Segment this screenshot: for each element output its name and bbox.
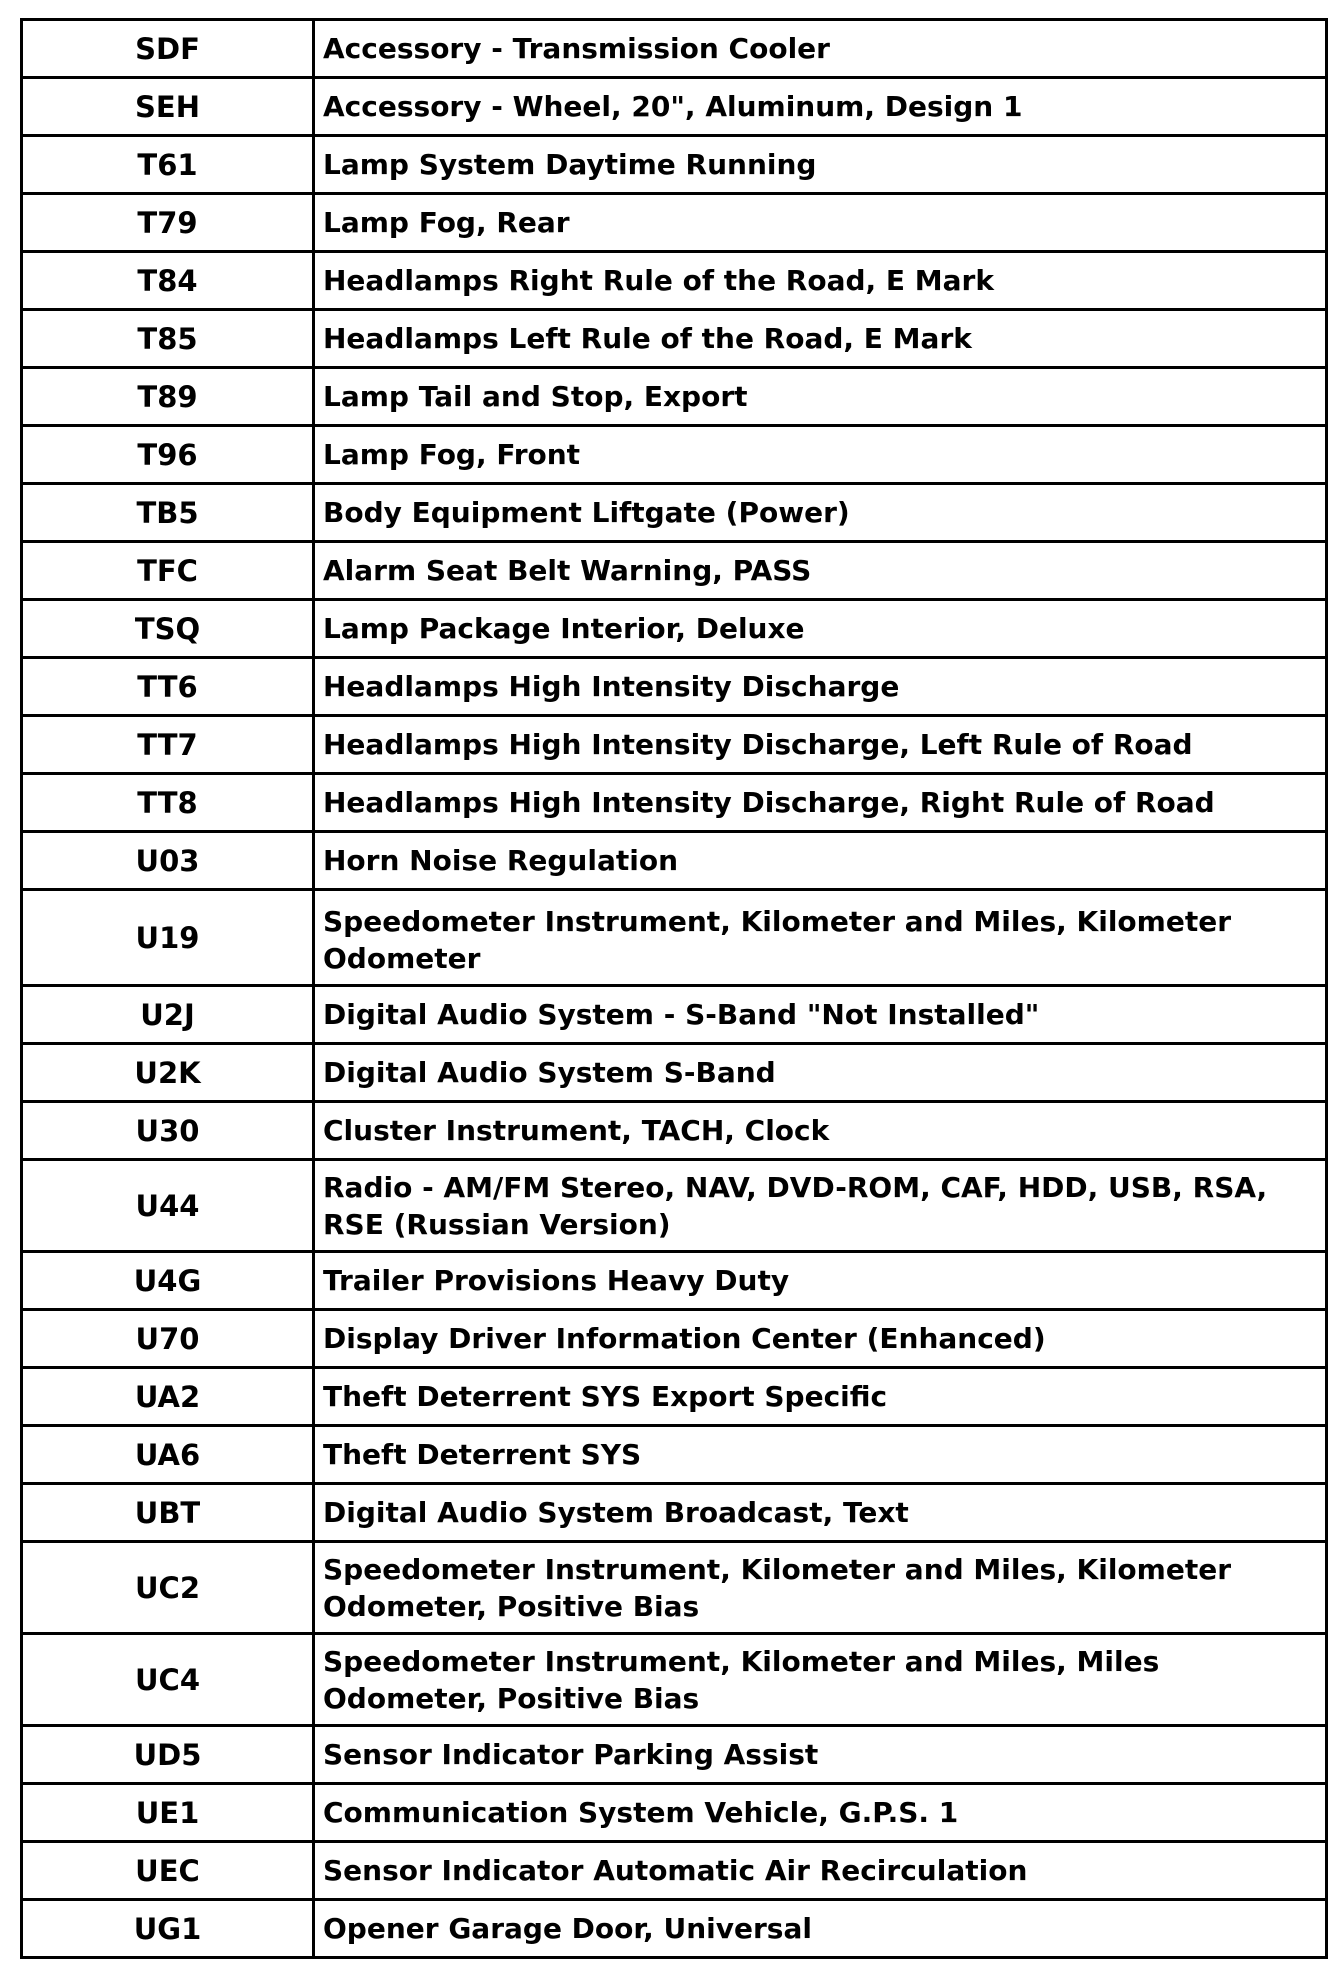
option-description-cell: Lamp System Daytime Running <box>314 136 1327 194</box>
option-code-cell: U03 <box>22 832 314 890</box>
option-code-cell: U2J <box>22 986 314 1044</box>
option-code-cell: T85 <box>22 310 314 368</box>
option-description-cell: Headlamps High Intensity Discharge, Right Rule of Road <box>314 774 1327 832</box>
option-description-cell: Digital Audio System S-Band <box>314 1044 1327 1102</box>
option-code-cell: UG1 <box>22 1900 314 1958</box>
option-code-cell: U19 <box>22 890 314 986</box>
table-row <box>22 368 1327 426</box>
table-row <box>22 484 1327 542</box>
table-row <box>22 658 1327 716</box>
option-code-cell: T96 <box>22 426 314 484</box>
table-row <box>22 1842 1327 1900</box>
table-row <box>22 1634 1327 1726</box>
table-row <box>22 1784 1327 1842</box>
option-code-cell: T61 <box>22 136 314 194</box>
option-description-cell: Speedometer Instrument, Kilometer and Miles, Miles Odometer, Positive Bias <box>314 1634 1327 1726</box>
option-code-cell: TT6 <box>22 658 314 716</box>
option-code-cell: T79 <box>22 194 314 252</box>
table-row <box>22 1102 1327 1160</box>
option-code-table <box>20 18 1328 1959</box>
option-code-cell: TB5 <box>22 484 314 542</box>
option-description-cell: Accessory - Wheel, 20", Aluminum, Design 1 <box>314 78 1327 136</box>
option-description-cell: Horn Noise Regulation <box>314 832 1327 890</box>
option-description-cell: Communication System Vehicle, G.P.S. 1 <box>314 1784 1327 1842</box>
table-row <box>22 136 1327 194</box>
table-row <box>22 78 1327 136</box>
option-code-cell: SEH <box>22 78 314 136</box>
table-row <box>22 1310 1327 1368</box>
option-description-cell: Headlamps High Intensity Discharge <box>314 658 1327 716</box>
option-code-cell: UEC <box>22 1842 314 1900</box>
option-description-cell: Headlamps High Intensity Discharge, Left Rule of Road <box>314 716 1327 774</box>
table-row <box>22 832 1327 890</box>
table-row <box>22 252 1327 310</box>
option-code-cell: UC2 <box>22 1542 314 1634</box>
option-code-cell: TT8 <box>22 774 314 832</box>
option-code-cell: UE1 <box>22 1784 314 1842</box>
option-code-cell: U4G <box>22 1252 314 1310</box>
table-row <box>22 1726 1327 1784</box>
table-row <box>22 1542 1327 1634</box>
option-description-cell: Theft Deterrent SYS Export Specific <box>314 1368 1327 1426</box>
option-description-cell: Theft Deterrent SYS <box>314 1426 1327 1484</box>
table-row <box>22 1368 1327 1426</box>
option-description-cell: Display Driver Information Center (Enhanced) <box>314 1310 1327 1368</box>
option-description-cell: Sensor Indicator Automatic Air Recirculation <box>314 1842 1327 1900</box>
table-row <box>22 426 1327 484</box>
option-code-cell: U44 <box>22 1160 314 1252</box>
option-description-cell: Body Equipment Liftgate (Power) <box>314 484 1327 542</box>
option-description-cell: Accessory - Transmission Cooler <box>314 20 1327 78</box>
table-row <box>22 1900 1327 1958</box>
table-row <box>22 890 1327 986</box>
option-description-cell: Headlamps Right Rule of the Road, E Mark <box>314 252 1327 310</box>
option-description-cell: Lamp Fog, Front <box>314 426 1327 484</box>
table-row <box>22 542 1327 600</box>
option-code-cell: UA2 <box>22 1368 314 1426</box>
option-description-cell: Digital Audio System Broadcast, Text <box>314 1484 1327 1542</box>
table-row <box>22 1426 1327 1484</box>
option-code-cell: TT7 <box>22 716 314 774</box>
table-row <box>22 310 1327 368</box>
option-description-cell: Trailer Provisions Heavy Duty <box>314 1252 1327 1310</box>
option-description-cell: Lamp Fog, Rear <box>314 194 1327 252</box>
option-description-cell: Lamp Tail and Stop, Export <box>314 368 1327 426</box>
table-row <box>22 20 1327 78</box>
option-description-cell: Speedometer Instrument, Kilometer and Miles, Kilometer Odometer, Positive Bias <box>314 1542 1327 1634</box>
option-description-cell: Lamp Package Interior, Deluxe <box>314 600 1327 658</box>
option-code-cell: UBT <box>22 1484 314 1542</box>
option-code-cell: T89 <box>22 368 314 426</box>
option-code-cell: TSQ <box>22 600 314 658</box>
option-code-cell: U30 <box>22 1102 314 1160</box>
table-row <box>22 194 1327 252</box>
table-row <box>22 1160 1327 1252</box>
option-description-cell: Opener Garage Door, Universal <box>314 1900 1327 1958</box>
table-row <box>22 774 1327 832</box>
option-description-cell: Headlamps Left Rule of the Road, E Mark <box>314 310 1327 368</box>
table-row <box>22 1484 1327 1542</box>
option-code-cell: U70 <box>22 1310 314 1368</box>
option-description-cell: Speedometer Instrument, Kilometer and Miles, Kilometer Odometer <box>314 890 1327 986</box>
option-code-cell: U2K <box>22 1044 314 1102</box>
option-code-cell: UC4 <box>22 1634 314 1726</box>
table-row <box>22 600 1327 658</box>
option-code-cell: TFC <box>22 542 314 600</box>
option-code-cell: UA6 <box>22 1426 314 1484</box>
table-row <box>22 716 1327 774</box>
table-row <box>22 1252 1327 1310</box>
option-description-cell: Alarm Seat Belt Warning, PASS <box>314 542 1327 600</box>
option-code-cell: T84 <box>22 252 314 310</box>
table-row <box>22 986 1327 1044</box>
option-description-cell: Cluster Instrument, TACH, Clock <box>314 1102 1327 1160</box>
table-row <box>22 1044 1327 1102</box>
option-description-cell: Digital Audio System - S-Band "Not Installed" <box>314 986 1327 1044</box>
option-code-cell: UD5 <box>22 1726 314 1784</box>
option-description-cell: Sensor Indicator Parking Assist <box>314 1726 1327 1784</box>
option-code-cell: SDF <box>22 20 314 78</box>
option-description-cell: Radio - AM/FM Stereo, NAV, DVD-ROM, CAF, HDD, USB, RSA, RSE (Russian Version) <box>314 1160 1327 1252</box>
